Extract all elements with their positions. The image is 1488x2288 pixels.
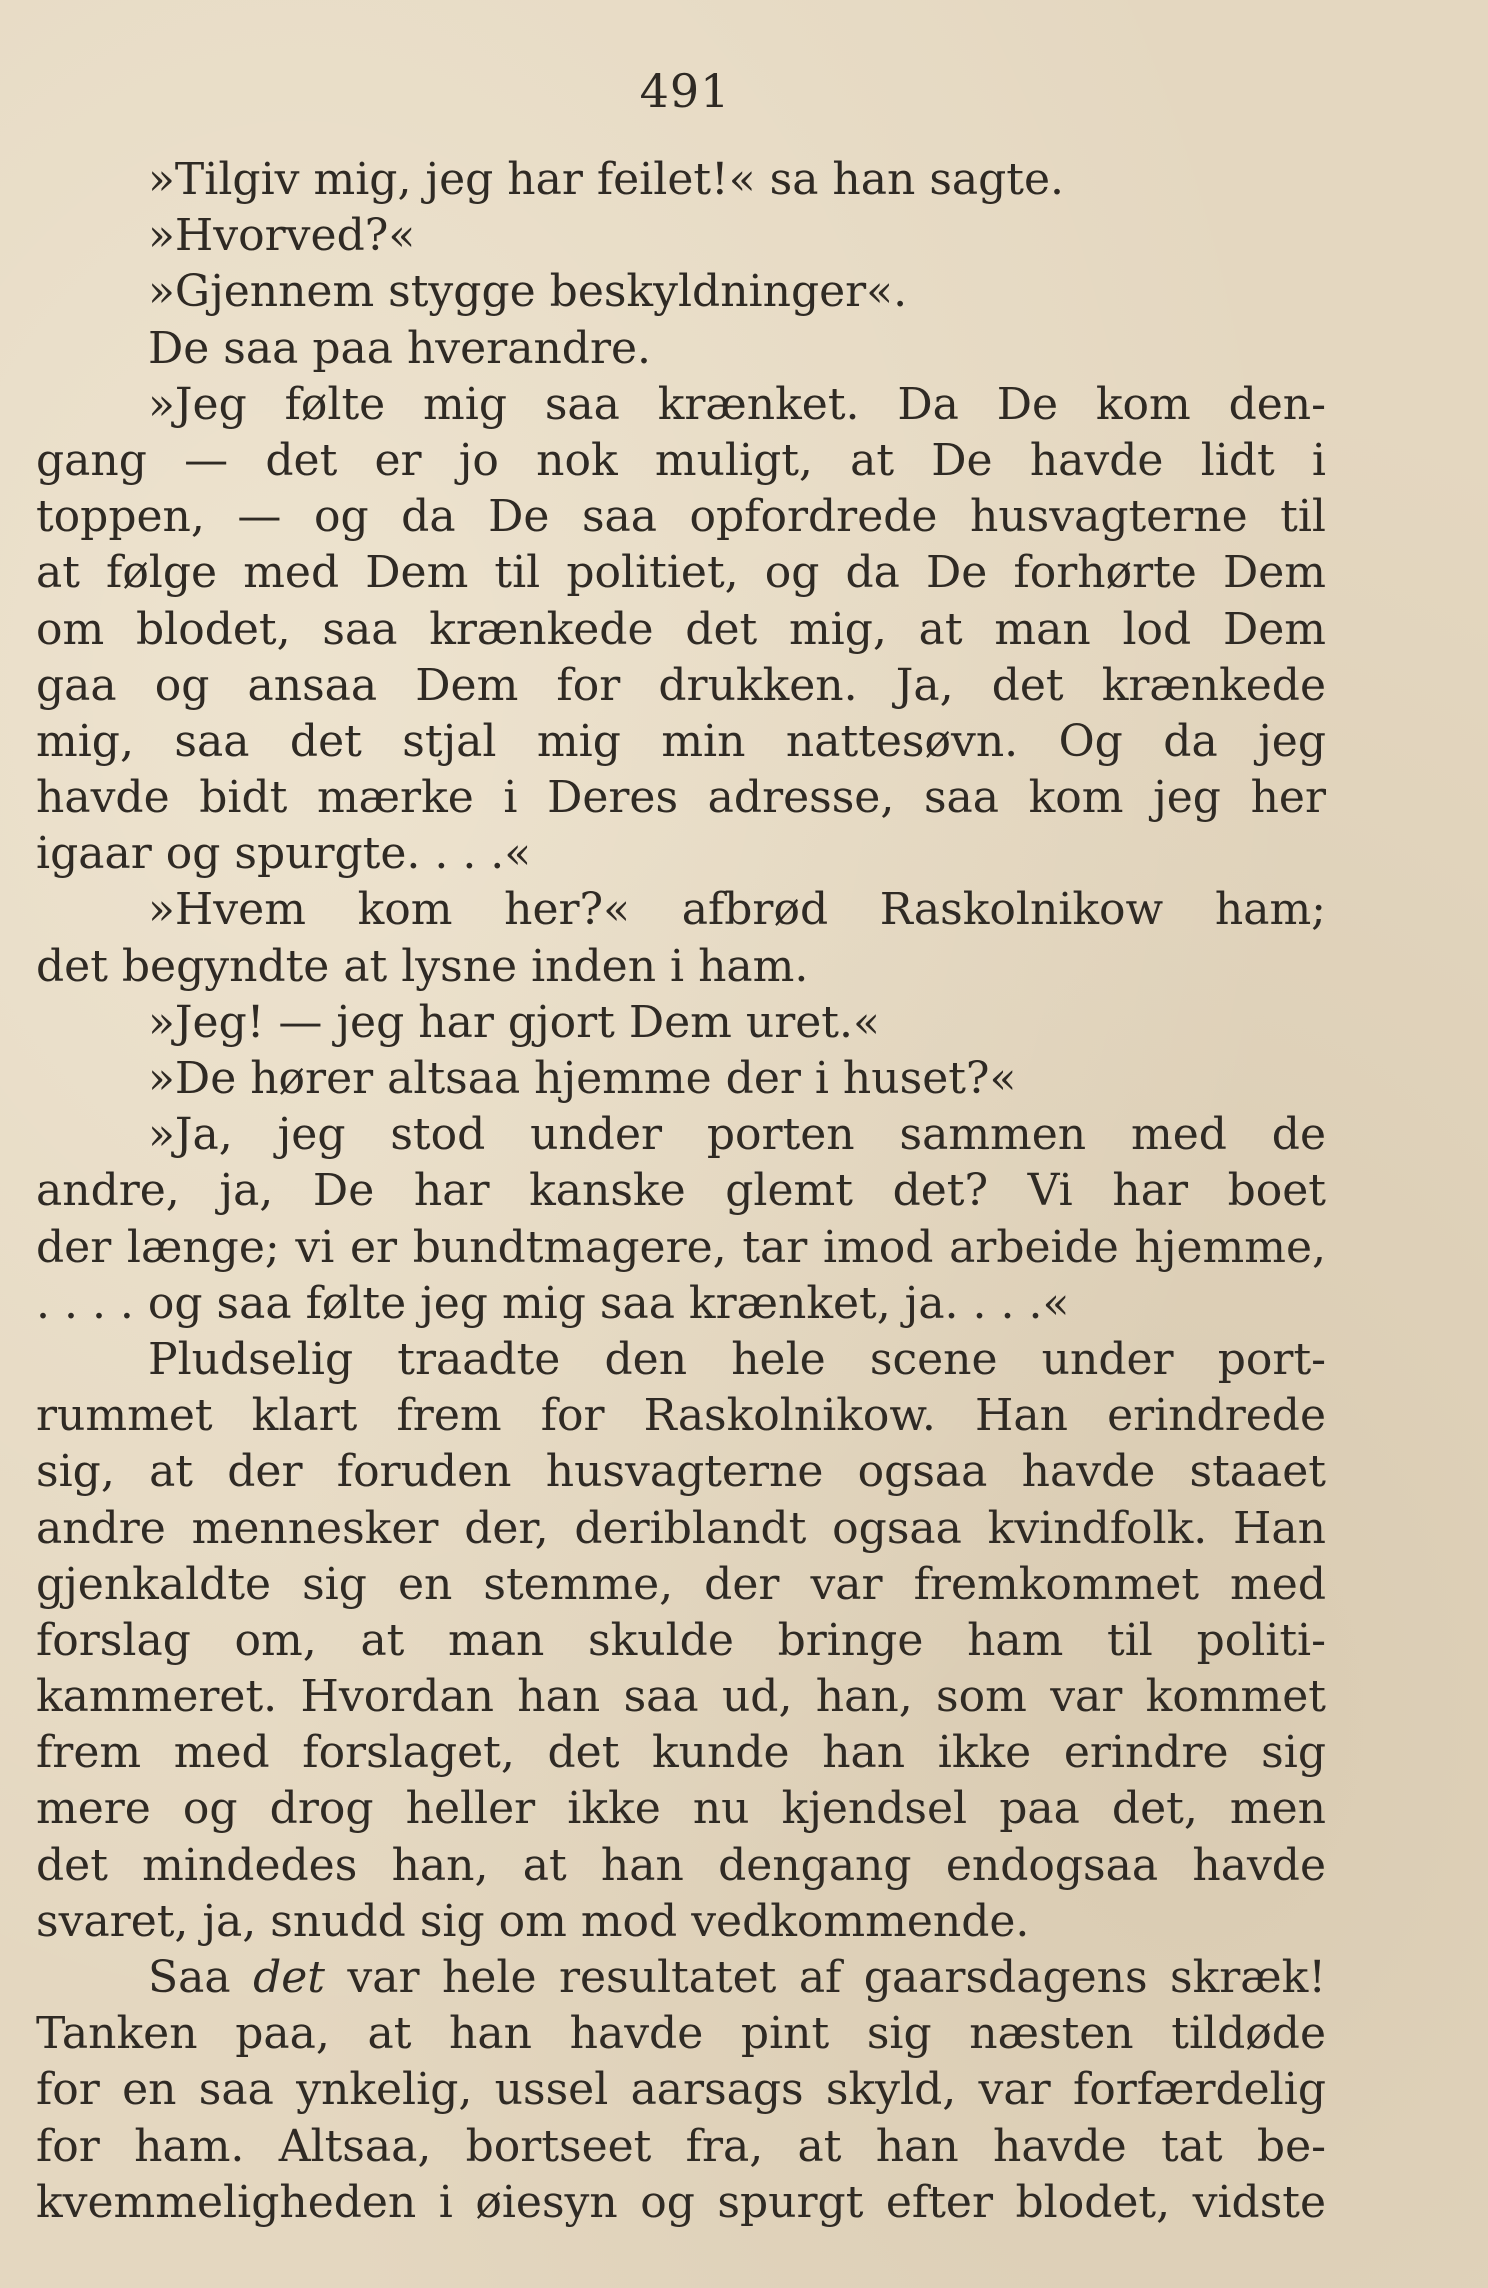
text-line: forslag om, at man skulde bringe ham til politi-	[36, 1614, 1326, 1666]
text-line: mere og drog heller ikke nu kjendsel paa det, men	[36, 1783, 1326, 1835]
text-line: det mindedes han, at han dengang endogsaa havde	[36, 1839, 1326, 1891]
text-line: »Jeg følte mig saa krænket. Da De kom den-	[148, 378, 1326, 430]
text-line: Pludselig traadte den hele scene under port-	[148, 1333, 1326, 1385]
text-segment: Saa	[148, 1952, 254, 2003]
text-line: kammeret. Hvordan han saa ud, han, som var kommet	[36, 1671, 1326, 1723]
text-segment: var hele resultatet af gaarsdagens skræk!	[324, 1952, 1326, 2003]
page-number: 491	[639, 64, 731, 118]
text-line: sig, at der foruden husvagterne ogsaa havde staaet	[36, 1446, 1326, 1498]
text-line: kvemmeligheden i øiesyn og spurgt efter blodet, vidste	[36, 2176, 1326, 2228]
text-line: for en saa ynkelig, ussel aarsags skyld, var forfærdelig	[36, 2064, 1326, 2116]
text-line: rummet klart frem for Raskolnikow. Han erindrede	[36, 1390, 1326, 1442]
text-line: svaret, ja, snudd sig om mod vedkommende.	[36, 1895, 1030, 1947]
text-line: »Hvem kom her?« afbrød Raskolnikow ham;	[148, 884, 1326, 936]
text-line: gjenkaldte sig en stemme, der var fremkommet med	[36, 1558, 1326, 1610]
text-line: »Jeg! — jeg har gjort Dem uret.«	[148, 996, 880, 1048]
text-line: gang — det er jo nok muligt, at De havde lidt i	[36, 434, 1326, 486]
text-line: igaar og spurgte. . . .«	[36, 828, 532, 880]
text-line: der længe; vi er bundtmagere, tar imod arbeide hjemme,	[36, 1221, 1326, 1273]
text-line: for ham. Altsaa, bortseet fra, at han havde tat be-	[36, 2120, 1326, 2172]
body-text	[36, 152, 1326, 2231]
text-line: andre, ja, De har kanske glemt det? Vi har boet	[36, 1165, 1326, 1217]
text-line: at følge med Dem til politiet, og da De forhørte Dem	[36, 547, 1326, 599]
text-line: det begyndte at lysne inden i ham.	[36, 940, 809, 992]
text-line: toppen, — og da De saa opfordrede husvagterne til	[36, 491, 1326, 543]
text-line: »Hvorved?«	[148, 210, 416, 262]
text-line: »Tilgiv mig, jeg har feilet!« sa han sagte.	[148, 154, 1065, 205]
text-line: frem med forslaget, det kunde han ikke erindre sig	[36, 1727, 1326, 1779]
text-line: »De hører altsaa hjemme der i huset?«	[148, 1053, 1017, 1104]
text-line: Tanken paa, at han havde pint sig næsten tildøde	[36, 2008, 1326, 2060]
text-line: andre mennesker der, deriblandt ogsaa kvindfolk. Han	[36, 1502, 1326, 1554]
text-line	[36, 1950, 1326, 2006]
text-line: gaa og ansaa Dem for drukken. Ja, det krænkede	[36, 659, 1326, 711]
text-line: »Gjennem stygge beskyldninger«.	[148, 266, 908, 318]
italic-word: det	[253, 1952, 325, 2003]
text-line: mig, saa det stjal mig min nattesøvn. Og da jeg	[36, 715, 1326, 767]
text-line: . . . . og saa følte jeg mig saa krænket, ja. . . .«	[36, 1277, 1070, 1329]
text-line: havde bidt mærke i Deres adresse, saa kom jeg her	[36, 772, 1326, 824]
text-line: om blodet, saa krænkede det mig, at man lod Dem	[36, 603, 1326, 655]
text-line: De saa paa hverandre.	[148, 322, 652, 374]
text-line: »Ja, jeg stod under porten sammen med de	[148, 1109, 1326, 1161]
